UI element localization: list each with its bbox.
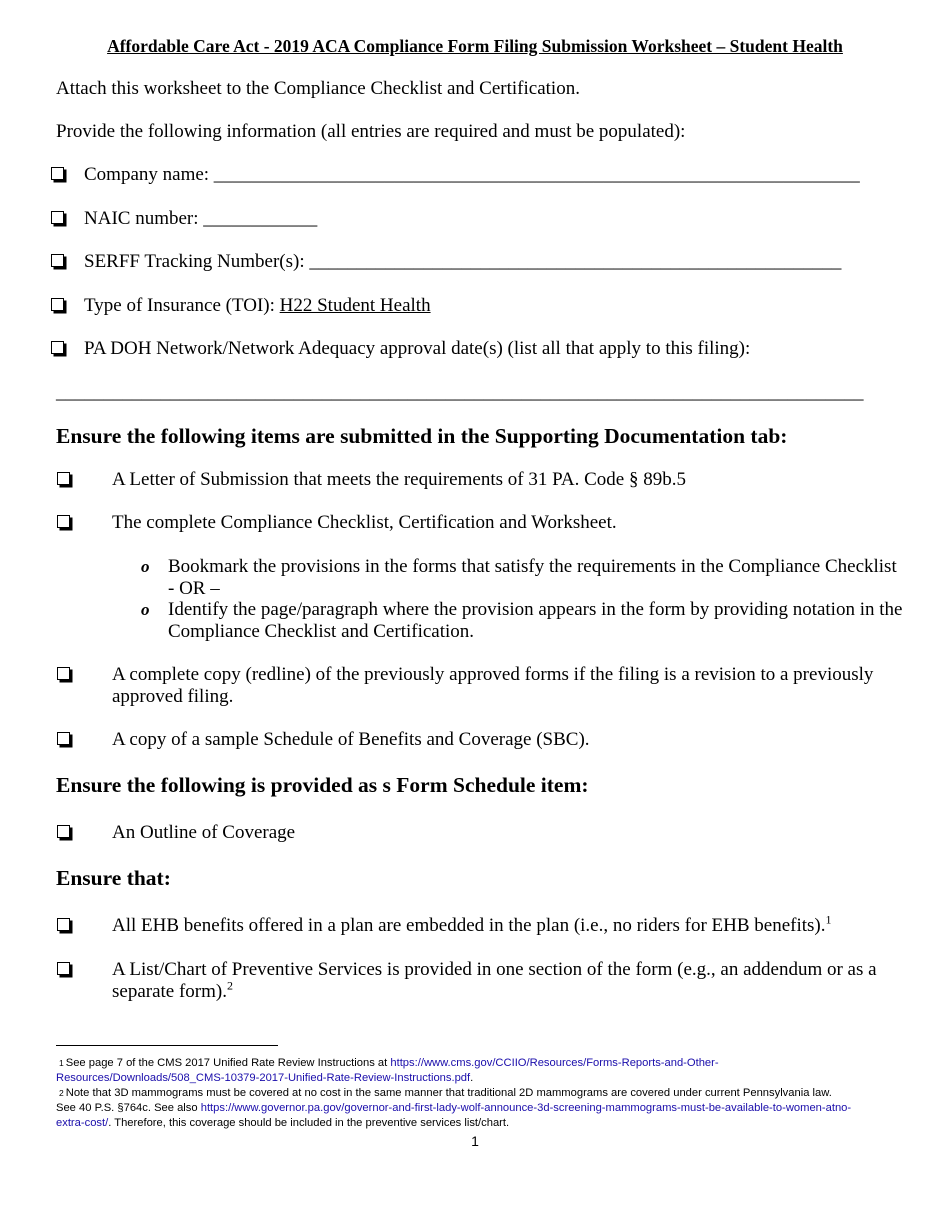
identify-page-text: Identify the page/paragraph where the provision appears in the form by providing notation in the (168, 599, 903, 620)
ensure-that-heading: Ensure that: (56, 866, 171, 890)
redline-copy-text-cont: approved filing. (112, 686, 234, 707)
pa-doh-checkbox[interactable] (51, 341, 64, 354)
footnote-2 (56, 1086, 832, 1101)
bookmark-provisions-text: Bookmark the provisions in the forms that satisfy the requirements in the Compliance Checklist (168, 556, 897, 577)
pa-doh-blank-line: _____________________________________________________________________________________ (56, 382, 864, 403)
identify-page-text-cont: Compliance Checklist and Certification. (168, 621, 475, 642)
ehb-benefits-checkbox[interactable] (57, 918, 70, 931)
footnote-1 (56, 1056, 719, 1071)
page-title: Affordable Care Act - 2019 ACA Compliance Form Filing Submission Worksheet – Student Health (107, 36, 843, 56)
bullet-icon: o (141, 600, 150, 619)
footnote-2-line3 (56, 1116, 509, 1131)
footnote-2-link[interactable]: https://www.governor.pa.gov/governor-and-first-lady-wolf-announce-3d-screening-mammograms-must-be-available-to-women-atno- (200, 1102, 852, 1114)
redline-copy-text: A complete copy (redline) of the previously approved forms if the filing is a revision to a previously (112, 664, 874, 685)
footnote-1-cont (56, 1071, 473, 1086)
footnote-2-text: Note that 3D mammograms must be covered at no cost in the same manner that traditional 2D mammograms are covered under current Pennsylvania law. (65, 1087, 832, 1099)
compliance-checklist-checkbox[interactable] (57, 515, 70, 528)
preventive-services-text-cont (112, 978, 233, 1003)
or-text: - OR – (168, 578, 220, 599)
footnote-separator (56, 1045, 278, 1046)
footnote-1-number: 1 (59, 1058, 64, 1068)
company-name-field: Company name: ____________________________________________________________________ (84, 164, 860, 185)
bullet-icon: o (141, 557, 150, 576)
sbc-checkbox[interactable] (57, 732, 70, 745)
toi-value: H22 Student Health (279, 295, 431, 316)
preventive-services-label: separate form). (112, 981, 227, 1002)
serff-tracking-field: SERFF Tracking Number(s): ________________________________________________________ (84, 251, 842, 272)
intro-attach-text: Attach this worksheet to the Compliance Checklist and Certification. (56, 78, 580, 99)
toi-checkbox[interactable] (51, 298, 64, 311)
form-schedule-heading: Ensure the following is provided as s Form Schedule item: (56, 773, 589, 797)
supporting-docs-heading: Ensure the following items are submitted in the Supporting Documentation tab: (56, 424, 788, 448)
compliance-checklist-text: The complete Compliance Checklist, Certification and Worksheet. (112, 512, 617, 533)
preventive-services-text: A List/Chart of Preventive Services is provided in one section of the form (e.g., an addendum or as a (112, 959, 877, 980)
footnote-2-link-cont[interactable]: extra-cost/ (56, 1117, 109, 1129)
outline-coverage-checkbox[interactable] (57, 825, 70, 838)
footnote-1-text: See page 7 of the CMS 2017 Unified Rate Review Instructions at (65, 1057, 391, 1069)
serff-tracking-checkbox[interactable] (51, 254, 64, 267)
naic-number-field: NAIC number: ____________ (84, 208, 318, 229)
ehb-benefits-label: All EHB benefits offered in a plan are embedded in the plan (i.e., no riders for EHB benefits). (112, 915, 826, 936)
sbc-text: A copy of a sample Schedule of Benefits and Coverage (SBC). (112, 729, 590, 750)
intro-provide-text: Provide the following information (all entries are required and must be populated): (56, 121, 686, 142)
letter-submission-checkbox[interactable] (57, 472, 70, 485)
footnote-2-see: See 40 P.S. §764c. See also (56, 1102, 201, 1114)
outline-coverage-text: An Outline of Coverage (112, 822, 296, 843)
footnote-1-end: . (470, 1072, 474, 1084)
footnote-2-end: . Therefore, this coverage should be included in the preventive services list/chart. (108, 1117, 510, 1129)
letter-submission-text: A Letter of Submission that meets the requirements of 31 PA. Code § 89b.5 (112, 469, 686, 490)
pa-doh-field: PA DOH Network/Network Adequacy approval date(s) (list all that apply to this filing): (84, 338, 751, 359)
ehb-benefits-text (112, 912, 832, 937)
footnote-1-link-cont[interactable]: Resources/Downloads/508_CMS-10379-2017-Unified-Rate-Review-Instructions.pdf (56, 1072, 471, 1084)
footnote-ref-1[interactable]: 1 (825, 912, 832, 927)
naic-number-checkbox[interactable] (51, 211, 64, 224)
preventive-services-checkbox[interactable] (57, 962, 70, 975)
footnote-ref-2[interactable]: 2 (227, 978, 233, 993)
company-name-checkbox[interactable] (51, 167, 64, 180)
toi-field (84, 295, 431, 317)
footnote-1-link[interactable]: https://www.cms.gov/CCIIO/Resources/Forms-Reports-and-Other- (390, 1057, 719, 1069)
toi-label: Type of Insurance (TOI): (84, 295, 280, 316)
footnote-2-line2 (56, 1101, 851, 1116)
redline-copy-checkbox[interactable] (57, 667, 70, 680)
page-number: 1 (471, 1133, 479, 1149)
footnote-2-number: 2 (59, 1088, 64, 1098)
